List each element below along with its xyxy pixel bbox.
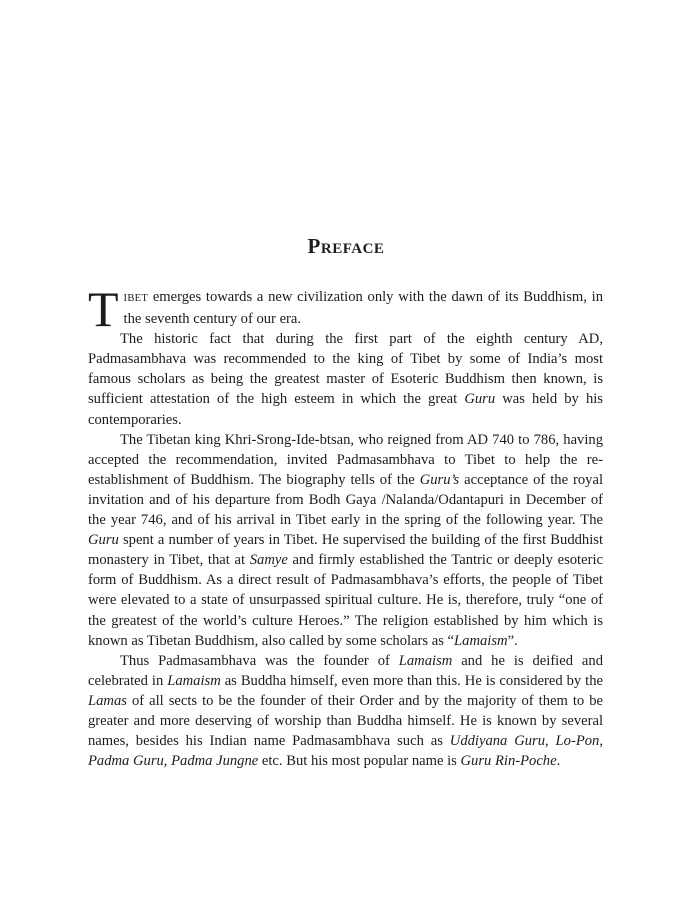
italic-run: Lamas <box>88 692 127 709</box>
text-run: . <box>556 753 561 770</box>
text-run: emerges towards a new civilization only with the dawn of its Buddhism, in the seventh century of our era. <box>123 289 603 328</box>
text-run: etc. But his most popular name is <box>258 753 461 770</box>
italic-run: Lamaism <box>454 632 508 649</box>
page-title: Preface <box>307 234 385 258</box>
text-run: The historic fact that during the first part of the eighth century AD, Padmasambhava was recommended to the king of Tibet by some of India’s most famous scholars as being the greatest master of Esoteric Buddhism then known, is sufficient attestation of the high esteem in which the great <box>88 331 603 408</box>
text-run: acceptance of the royal invitation and of his departure from Bodh Gaya /Nalanda/Odantapuri in December of the year 746, and of his arrival in Tibet early in the spring of the following year. The <box>88 471 603 529</box>
text-run: Thus Padmasambhava was the founder of <box>120 652 399 669</box>
drop-cap: T <box>88 281 119 337</box>
italic-run: Guru’s <box>419 471 460 488</box>
text-run: and he is deified and celebrated in <box>88 652 603 689</box>
text-run: spent a number of years in Tibet. He supervised the building of the first Buddhist monastery in Tibet, that at <box>88 532 603 569</box>
lead-small-caps: IBET <box>123 293 149 304</box>
italic-run: Guru <box>464 391 496 408</box>
text-run: and firmly established the Tantric or deeply esoteric form of Buddhism. As a direct result of Padmasambhava’s efforts, the people of Tibet were elevated to a state of unsurpassed spiritual culture. He is, therefore, truly “one of the greatest of the world’s culture Heroes.” The religion established by him which is known as Tibetan Buddhism, also called by some scholars as “ <box>88 552 603 649</box>
italic-run: Padma Guru, Padma Jungne <box>88 753 259 770</box>
paragraph-1 <box>88 281 603 337</box>
italic-run: Samye <box>249 552 288 569</box>
italic-run: Guru Rin-Poche <box>460 753 557 770</box>
paragraph-2 <box>88 329 603 429</box>
text-run: as Buddha himself, even more than this. He is considered by the <box>220 672 603 689</box>
text-run: of all sects to be the founder of their Order and by the majority of them to be greater and more deserving of worship than Buddha himself. He is known by several names, besides his Indian name Padmasambhava such as <box>88 692 603 750</box>
body-text <box>88 281 603 771</box>
text-run: was held by his contemporaries. <box>88 391 603 428</box>
italic-run: Uddiyana Guru, Lo-Pon <box>449 733 600 750</box>
italic-run: Lamaism <box>398 652 453 669</box>
paragraph-3 <box>88 430 603 651</box>
italic-run: Guru <box>88 532 119 549</box>
text-run: ”. <box>507 632 518 649</box>
text-run: The Tibetan king Khri-Srong-Ide-btsan, who reigned from AD 740 to 786, having accepted the recommendation, invited Padmasambhava to Tibet to help the re-establishment of Buddhism. The biography tells of the <box>88 431 603 488</box>
italic-run: Lamaism <box>167 672 221 689</box>
paragraph-4 <box>88 651 603 772</box>
text-run: , <box>599 733 603 750</box>
